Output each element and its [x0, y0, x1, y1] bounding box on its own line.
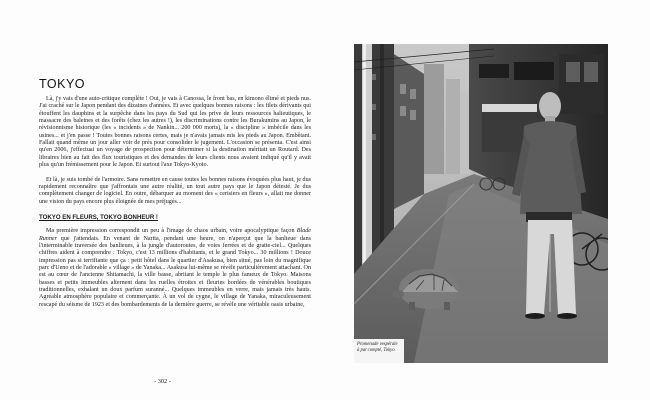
film-title: Blade Runner — [39, 228, 311, 242]
caption-line-1: Promenade vespérale — [357, 342, 398, 347]
paragraph-armoire: Et là, je suis tombé de l'armoire. Sans remettre en cause toutes les bonnes raisons évoquées plus haut, je dus rapidement reconnaître que j'affrontais une autre réalité, un tout autre pays que le Japon détesté. Je dus complètement changer de logiciel. En outre, débarquer au moment des « cerisiers en fleurs », allait me donner une vision du pays encore plus éloignée de mes préjugés... — [39, 176, 311, 205]
paragraph-text-end: que j'attendais. En venant de Narita, pendant une heure, on n'aperçut que la banlieue dans l'interminable traversée des banlieues, à la jungle d'autoroutes, de voies ferrées et de gratte-ciel... Quelques chiffres aident à comprendre : Tokyo, c'est 13 millions d'habitants, et le grand Tokyo... 30 millions ! Douce impression pas si terrifiante que ça : petit hôtel dans le quartier d'Asakusa, bien situé, pas loin du magnifique parc d'Ueno et de l'adorable « village » de Yanaka... Asakusa lui-même se révèle particulièrement attachant. On est au cœur de l'ancienne Shitamachi, la ville basse, abritant le temple le plus fameux de Tokyo. Maisons basses et petits immeubles alternent dans les ruelles étroites et fleuries bordées de vénérables boutiques traditionnelles, exhalant un doux parfum suranné... Quelques immeubles en verre, mais jamais très hauts. Agréable atmosphère populaire et commerçante. À un vol de cygne, le village de Yanaka, miraculeusement rescapé du séisme de 1923 et des bombardements de la dernière guerre, se révèle une véritable oasis urbaine, — [39, 235, 311, 308]
caption-line-2: à pat compté, Tokyo — [357, 347, 395, 353]
photo-illustration — [354, 44, 608, 363]
paragraph-intro: Là, j'y vais d'une auto-critique complète ! Oui, je vais à Canossa, le front bas, en kimono élimé et pieds nus. J'ai craché sur le Japon pendant des dizaines d'années. Et avec quelques bonnes raisons : les filets dérivants qui étouffent les dauphins et la surpêche dans les pays du Sud qui les prive de leurs ressources halieutiques, le massacre des baleines et des forêts (chez les autres !), les discriminations contre les Burakumins au Japon, le révisionnisme historique (les « incidents » de Nankin... 200 000 morts), la « discipline » imbécile dans les usines... et j'en passe ! Toutes bonnes raisons certes, mais je n'avais jamais mis les pieds au Japon. Embêtant. Fallait quand même un jour aller voir de près pour consolider le jugement. L'occasion se présenta. C'est ainsi qu'en 2006, j'effectuai un voyage de prospection pour déterminer si la destination méritait un Routard. Des libraires bien au fait des flux touristiques et des demandes de leurs clients nous avaient indiqué qu'il y avait plus qu'un frémissement pour le Japon. Et surtout l'axe Tokyo-Kyoto. — [39, 96, 311, 169]
paragraph-text-start: Ma première impression correspondit un peu à l'image de chaos urbain, voire apocalyptique façon — [46, 228, 297, 235]
paragraph-first-impression — [39, 228, 311, 309]
page-number: - 302 - — [154, 378, 171, 385]
street-photo — [354, 44, 608, 363]
chapter-title: TOKYO — [39, 77, 86, 91]
section-subheading: TOKYO EN FLEURS, TOKYO BONHEUR ! — [39, 213, 158, 221]
body-text — [39, 96, 311, 309]
photo-caption — [354, 339, 404, 363]
